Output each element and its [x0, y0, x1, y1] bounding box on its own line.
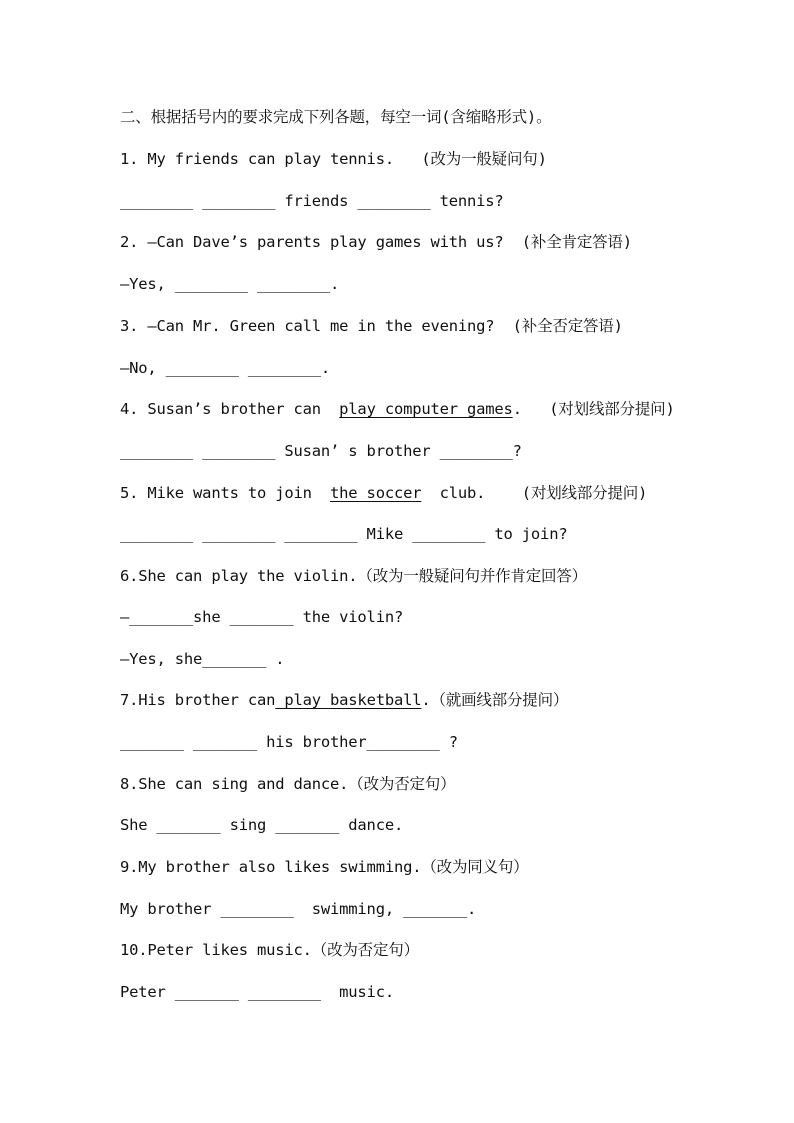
question-5-underlined-phrase: the soccer	[330, 484, 422, 502]
question-8-prompt-text: 8.She can sing and dance.（改为否定句）	[120, 775, 456, 793]
question-9-prompt	[120, 854, 690, 880]
question-2-answer-line: —Yes, ________ ________.	[120, 275, 340, 293]
question-7-underlined-phrase: play basketball	[275, 691, 422, 709]
question-7-answer-line: _______ _______ his brother________ ?	[120, 733, 458, 751]
question-1-answer-line: ________ ________ friends ________ tennis?	[120, 192, 504, 210]
question-3-prompt	[120, 313, 690, 339]
question-6-answer-line-2: —Yes, she_______ .	[120, 650, 285, 668]
question-4-answer-line: ________ ________ Susan’ s brother ________?	[120, 442, 522, 460]
question-4-underlined-phrase: play computer games	[339, 400, 513, 418]
question-8-prompt	[120, 771, 690, 797]
question-5-prompt-pre: 5. Mike wants to join	[120, 484, 331, 502]
question-9-prompt-text: 9.My brother also likes swimming.（改为同义句）	[120, 858, 529, 876]
question-5-prompt-post: club. (对划线部分提问)	[421, 484, 648, 502]
question-10-answer-line: Peter _______ ________ music.	[120, 983, 394, 1001]
question-4-prompt	[120, 396, 690, 422]
question-3-prompt-text: 3. —Can Mr. Green call me in the evening? (补全否定答语)	[120, 317, 623, 335]
question-8-answer-line: She _______ sing _______ dance.	[120, 816, 404, 834]
question-10-prompt-text: 10.Peter likes music.（改为否定句）	[120, 941, 419, 959]
question-3-answer-line: —No, ________ ________.	[120, 359, 331, 377]
question-5-answer-line: ________ ________ ________ Mike ________ to join?	[120, 525, 568, 543]
question-4-prompt-post: . (对划线部分提问)	[512, 400, 675, 418]
question-6-prompt	[120, 563, 690, 589]
question-1-prompt-text: 1. My friends can play tennis. (改为一般疑问句)	[120, 150, 547, 168]
question-2-prompt-text: 2. —Can Dave’s parents play games with us? (补全肯定答语)	[120, 233, 632, 251]
question-7-prompt-post: .（就画线部分提问）	[421, 691, 569, 709]
question-4-prompt-pre: 4. Susan’s brother can	[120, 400, 340, 418]
question-6-prompt-text: 6.She can play the violin.（改为一般疑问句并作肯定回答）	[120, 567, 587, 585]
section-heading: 二、根据括号内的要求完成下列各题，每空一词(含缩略形式)。	[120, 108, 552, 126]
question-6-answer-line-1: —_______she _______ the violin?	[120, 608, 404, 626]
question-7-prompt-pre: 7.His brother can	[120, 691, 276, 709]
question-5-prompt	[120, 480, 690, 506]
question-2-prompt	[120, 229, 690, 255]
question-10-prompt	[120, 937, 690, 963]
question-9-answer-line: My brother ________ swimming, _______.	[120, 900, 477, 918]
question-7-prompt	[120, 687, 690, 713]
question-1-prompt	[120, 146, 690, 172]
